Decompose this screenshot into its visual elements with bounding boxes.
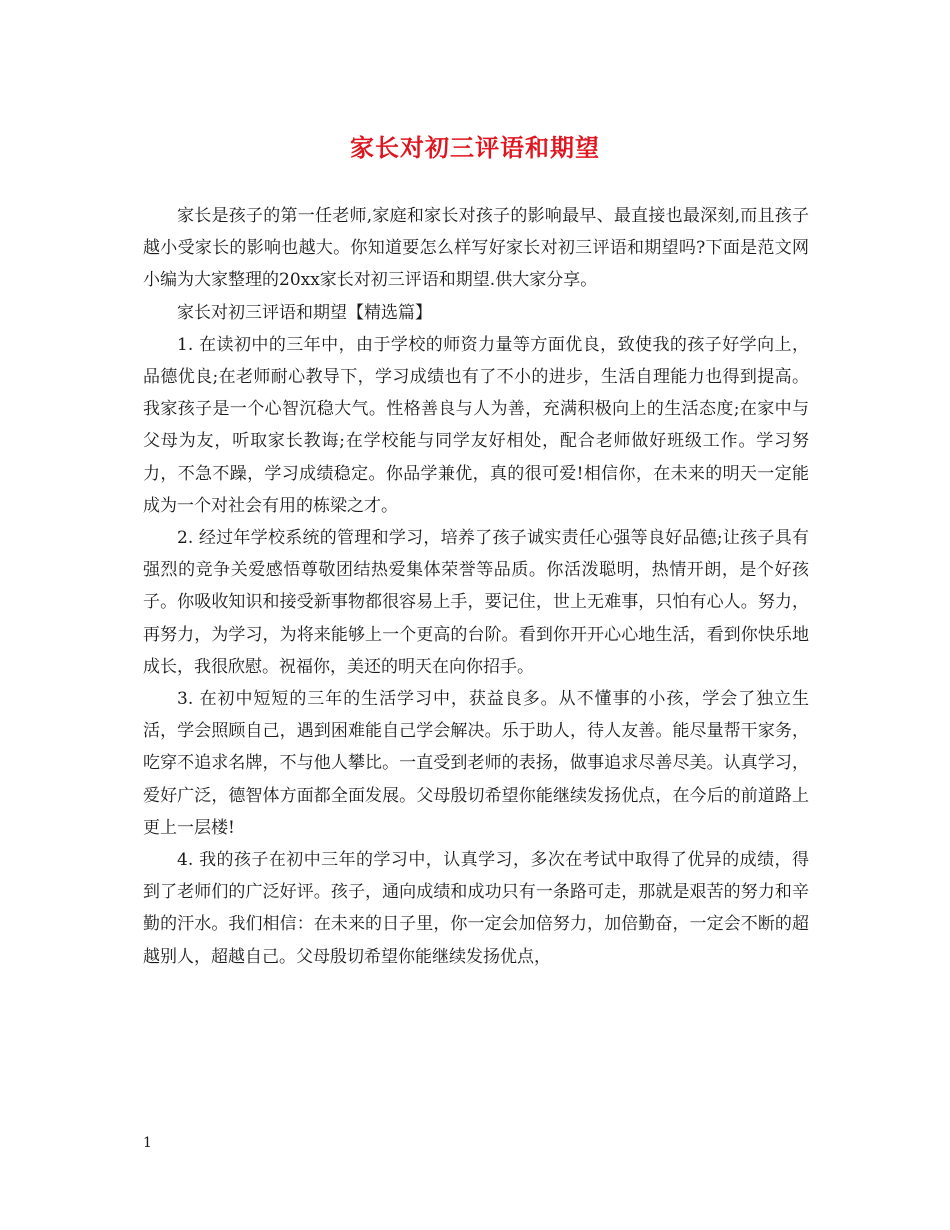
page-title: 家长对初三评语和期望 <box>350 133 600 162</box>
comment-paragraph-3: 3. 在初中短短的三年的生活学习中，获益良多。从不懂事的小孩，学会了独立生活，学会照顾自己，遇到困难能自己学会解决。乐于助人，待人友善。能尽量帮干家务，吃穿不追求名牌，不与他人攀比。一直受到老师的表扬，做事追求尽善尽美。认真学习，爱好广泛，德智体方面都全面发展。父母殷切希望你能继续发扬优点，在今后的前道路上更上一层楼! <box>143 689 809 838</box>
comment-paragraph-2: 2. 经过年学校系统的管理和学习，培养了孩子诚实责任心强等良好品德;让孩子具有强烈的竞争关爱感悟尊敬团结热爱集体荣誉等品质。你活泼聪明，热情开朗，是个好孩子。你吸收知识和接受新事物都很容易上手，要记住，世上无难事，只怕有心人。努力，再努力，为学习，为将来能够上一个更高的台阶。看到你开开心心地生活，看到你快乐地成长，我很欣慰。祝福你，美还的明天在向你招手。 <box>143 528 809 677</box>
page-number: 1 <box>143 1135 152 1151</box>
document-body <box>143 200 809 973</box>
comment-paragraph-1: 1. 在读初中的三年中，由于学校的师资力量等方面优良，致使我的孩子好学向上，品德优良;在老师耐心教导下，学习成绩也有了不小的进步，生活自理能力也得到提高。我家孩子是一个心智沉稳大气。性格善良与人为善，充满积极向上的生活态度;在家中与父母为友，听取家长教诲;在学校能与同学友好相处，配合老师做好班级工作。学习努力，不急不躁，学习成绩稳定。你品学兼优，真的很可爱!相信你，在未来的明天一定能成为一个对社会有用的栋梁之才。 <box>143 334 809 516</box>
intro-paragraph: 家长是孩子的第一任老师,家庭和家长对孩子的影响最早、最直接也最深刻,而且孩子越小受家长的影响也越大。你知道要怎么样写好家长对初三评语和期望吗?下面是范文网小编为大家整理的20xx家长对初三评语和期望.供大家分享。 <box>143 206 809 291</box>
comment-paragraph-4: 4. 我的孩子在初中三年的学习中，认真学习，多次在考试中取得了优异的成绩，得到了老师们的广泛好评。孩子，通向成绩和成功只有一条路可走，那就是艰苦的努力和辛勤的汗水。我们相信：在未来的日子里，你一定会加倍努力，加倍勤奋，一定会不断的超越别人，超越自己。父母殷切希望你能继续发扬优点， <box>143 850 809 967</box>
section-heading: 家长对初三评语和期望【精选篇】 <box>177 302 432 323</box>
